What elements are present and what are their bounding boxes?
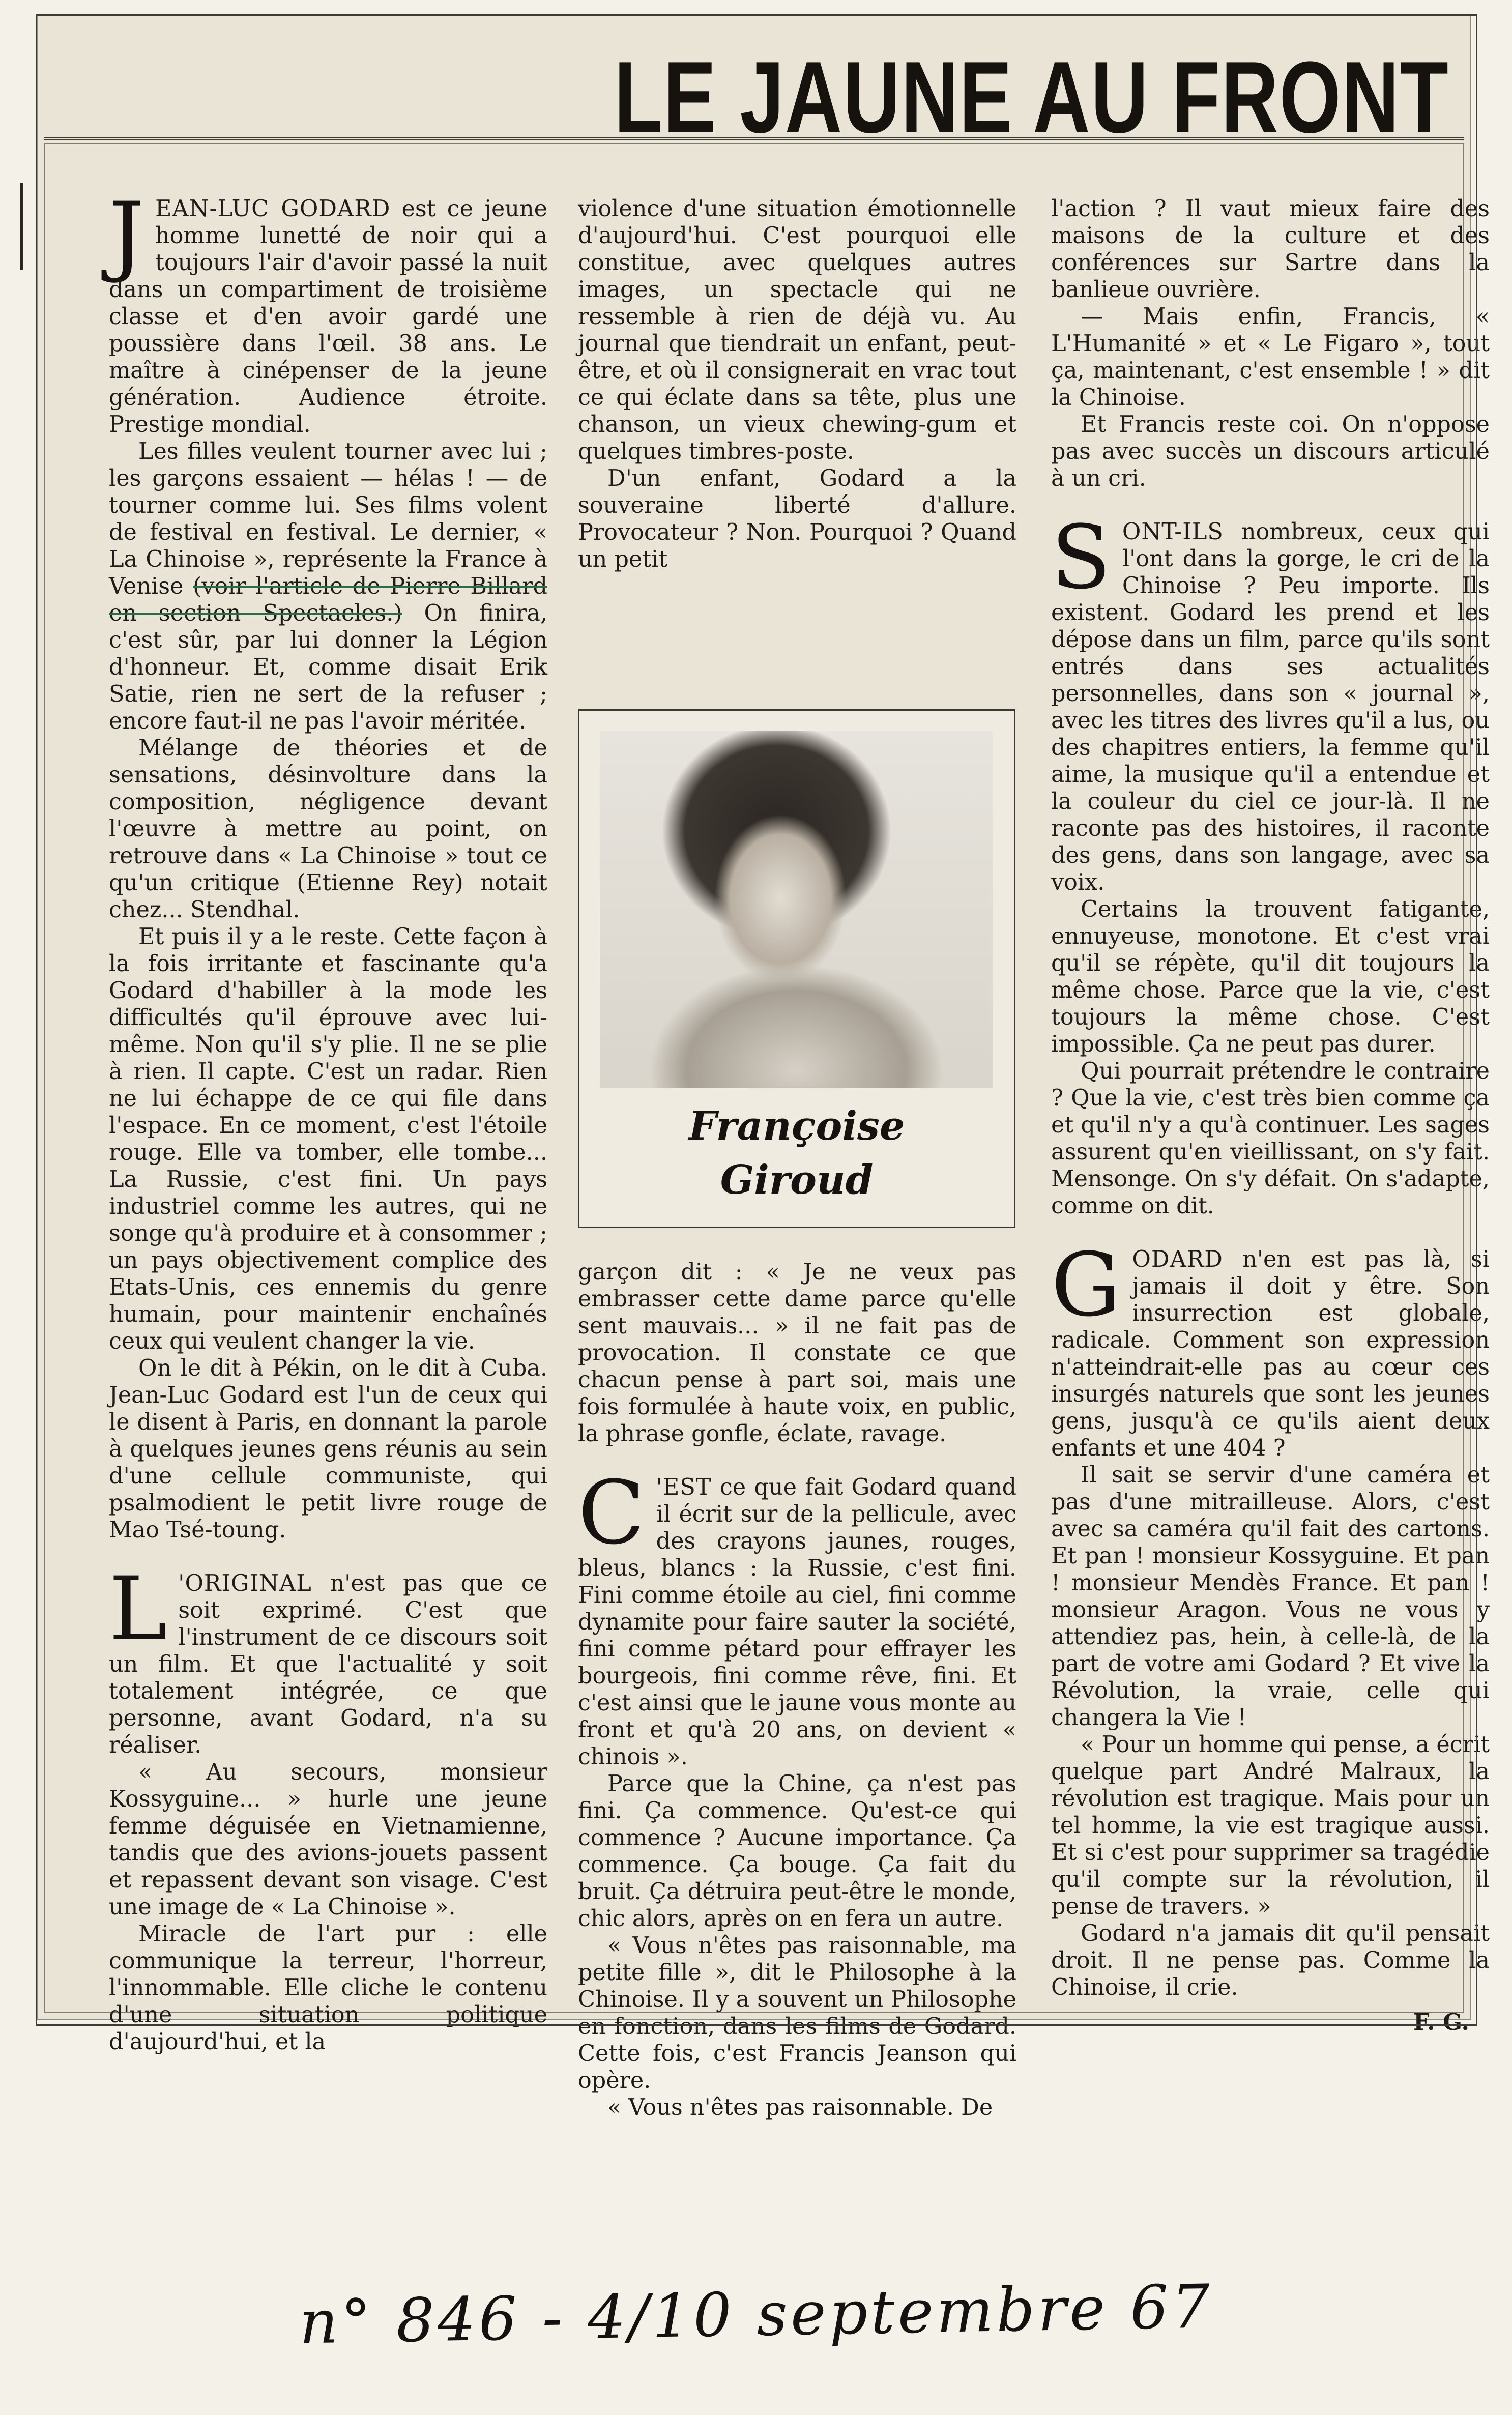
drop-cap: L bbox=[109, 1558, 167, 1660]
paragraph: GODARD n'en est pas là, si jamais il doit y être. Son insurrection est globale, radicale. Comment son expression n'atteindrait-elle pas au cœur ces insurgés naturels que sont les jeunes gens, jusqu'à ce qu'ils aient deux enfants et une 404 ? bbox=[1051, 1234, 1490, 1461]
column-3 bbox=[1051, 195, 1490, 2036]
lead-in: ODARD bbox=[1132, 1246, 1223, 1272]
paragraph: Il sait se servir d'une caméra et pas d'une mitrailleuse. Alors, c'est avec sa caméra qu'il fait des cartons. Et pan ! monsieur Kossyguine. Et pan ! monsieur Mendès France. Et pan ! monsieur Aragon. Vous ne vous y attendiez pas, hein, à celle-là, de la part de votre ami Godard ? Et vive la Révolution, la vraie, celle qui changera la Vie ! bbox=[1051, 1462, 1490, 1731]
paragraph: Et puis il y a le reste. Cette façon à la fois irritante et fascinante qu'a Godard d'habiller à la mode les difficultés qu'il éprouve avec lui-même. Non qu'il s'y plie. Il ne se plie à rien. Il capte. C'est un radar. Rien ne lui échappe de ce qui file dans l'espace. En ce moment, c'est l'étoile rouge. Elle va tomber, elle tombe... La Russie, c'est fini. Un pays industriel comme les autres, qui ne songe qu'à produire et à consommer ; un pays objectivement complice des Etats-Unis, ces ennemis du genre humain, pour maintenir enchaînés ceux qui veulent changer la vie. bbox=[109, 924, 547, 1354]
drop-cap: J bbox=[109, 183, 144, 285]
paragraph: l'action ? Il vaut mieux faire des maisons de la culture et des conférences sur Sartre dans la banlieue ouvrière. bbox=[1051, 196, 1490, 303]
paragraph: On le dit à Pékin, on le dit à Cuba. Jean-Luc Godard est l'un de ceux qui le disent à Paris, en donnant la parole à quelques jeunes gens réunis au sein d'une cellule communiste, qui psalmodient le petit livre rouge de Mao Tsé-toung. bbox=[109, 1355, 547, 1543]
paragraph: Godard n'a jamais dit qu'il pensait droit. Il ne pense pas. Comme la Chinoise, il crie. bbox=[1051, 1921, 1490, 2000]
paragraph: Les filles veulent tourner avec lui ; les garçons essaient — hélas ! — de tourner comme lui. Ses films volent de festival en festival. Le dernier, « La Chinoise », représente la France à Venise (voir l'article de Pierre Billard en section Spectacles.) On finira, c'est sûr, par lui donner la Légion d'honneur. Et, comme disait Erik Satie, rien ne sert de la refuser ; encore faut-il ne pas l'avoir méritée. bbox=[109, 439, 548, 734]
paragraph: C 'EST ce que fait Godard quand il écrit sur de la pellicule, avec des crayons jaunes, rouges, bleus, blancs : la Russie, c'est fini. Fini comme étoile au ciel, fini comme dynamite pour faire sauter la société, fini comme pétard pour effrayer les bourgeois, fini comme rêve, fini. Et c'est ainsi que le jaune vous monte au front et qu'à 20 ans, on devient « chinois ». bbox=[578, 1462, 1016, 1770]
paragraph: Certains la trouvent fatigante, ennuyeuse, monotone. Et c'est vrai qu'il se répète, qu'il dit toujours la même chose. Parce que la vie, c'est toujours la même chose. C'est impossible. Ça ne peut pas durer. bbox=[1051, 896, 1490, 1057]
column-2-continued bbox=[578, 1259, 1016, 2121]
paragraph: — Mais enfin, Francis, « L'Humanité » et « Le Figaro », tout ça, maintenant, c'est ensemble ! » dit la Chinoise. bbox=[1051, 304, 1490, 411]
lead-in: EAN-LUC GODARD bbox=[155, 196, 391, 222]
lead-in: 'EST bbox=[656, 1474, 712, 1500]
paragraph: Qui pourrait prétendre le contraire ? Que la vie, c'est très bien comme ça et qu'il n'y a qu'à continuer. Les sages assurent qu'en vieillissant, on s'y fait. Mensonge. On s'y défait. On s'adapte, comme on dit. bbox=[1051, 1058, 1490, 1219]
paragraph: D'un enfant, Godard a la souveraine liberté d'allure. Provocateur ? Non. Pourquoi ? Quand un petit bbox=[578, 465, 1016, 572]
author-last-name: Giroud bbox=[720, 1157, 874, 1203]
paragraph: Miracle de l'art pur : elle communique la terreur, l'horreur, l'innommable. Elle cliche le contenu d'une situation politique d'aujourd'hui, et la bbox=[109, 1921, 547, 2055]
lead-in: 'ORIGINAL bbox=[178, 1570, 312, 1596]
author-photo bbox=[600, 731, 993, 1088]
handwritten-annotation: n° 846 - 4/10 septembre 67 bbox=[299, 2271, 1213, 2358]
author-first-name: Françoise bbox=[688, 1103, 905, 1149]
struck-out-text: (voir l'article de Pierre Billard en section Spectacles.) bbox=[109, 573, 547, 626]
paragraph: violence d'une situation émotionnelle d'aujourd'hui. C'est pourquoi elle constitue, avec quelques autres images, un spectacle qui ne ressemble à rien de déjà vu. Au journal que tiendrait un enfant, peut-être, et où il consignerait en vrac tout ce qui éclate dans sa tête, plus une chanson, un vieux chewing-gum et quelques timbres-poste. bbox=[578, 196, 1016, 464]
paragraph: Et Francis reste coi. On n'oppose pas avec succès un discours articulé à un cri. bbox=[1051, 412, 1490, 491]
paragraph: garçon dit : « Je ne veux pas embrasser cette dame parce qu'elle sent mauvais... » il ne fait pas de provocation. Il constate ce que chacun pense à part soi, mais une fois formulée à haute voix, en public, la phrase gonfle, éclate, ravage. bbox=[578, 1259, 1016, 1447]
article-frame bbox=[44, 143, 1490, 2120]
paragraph: Parce que la Chine, ça n'est pas fini. Ça commence. Qu'est-ce qui commence ? Aucune importance. Ça commence. Ça bouge. Ça fait du bruit. Ça détruira peut-être le monde, chic alors, après on en fera un autre. bbox=[578, 1771, 1016, 1932]
newspaper-clipping bbox=[37, 15, 1490, 2120]
header-band bbox=[44, 22, 1464, 154]
paragraph: L 'ORIGINAL n'est pas que ce soit exprimé. C'est que l'instrument de ce discours soit un film. Et que l'actualité y soit totalement intégrée, ce que personne, avant Godard, n'a su réaliser. bbox=[109, 1558, 547, 1758]
paragraph: « Vous n'êtes pas raisonnable, ma petite fille », dit le Philosophe à la Chinoise. Il y a souvent un Philosophe en fonction, dans les films de Godard. Cette fois, c'est Francis Jeanson qui opère. bbox=[578, 1933, 1016, 2093]
column-1 bbox=[109, 183, 548, 2055]
paragraph: JEAN-LUC GODARD est ce jeune homme lunetté de noir qui a toujours l'air d'avoir passé la nuit dans un compartiment de troisième classe et d'en avoir gardé une poussière dans l'œil. 38 ans. Le maître à cinépenser de la jeune génération. Audience étroite. Prestige mondial. bbox=[109, 183, 547, 438]
paragraph: « Vous n'êtes pas raisonnable. De bbox=[607, 2094, 993, 2120]
paragraph: SONT-ILS nombreux, ceux qui l'ont dans la gorge, le cri de la Chinoise ? Peu importe. Ils existent. Godard les prend et les dépose dans un film, parce qu'ils sont entrés dans ses actualités personnelles, dans son « journal », avec les titres des livres qu'il a lus, ou des chapitres entiers, la femme qu'il aime, la musique qu'il a entendue et la couleur du ciel ce jour-là. Il ne raconte pas des histoires, il raconte des gens, dans son langage, avec sa voix. bbox=[1051, 506, 1490, 895]
drop-cap: C bbox=[578, 1462, 645, 1564]
paragraph: Mélange de théories et de sensations, désinvolture dans la composition, négligence devant l'œuvre à mettre au point, on retrouve dans « La Chinoise » tout ce qu'un critique (Etienne Rey) notait chez... Stendhal. bbox=[109, 735, 547, 923]
headline: LE JAUNE AU FRONT bbox=[614, 41, 1449, 154]
paragraph: « Pour un homme qui pense, a écrit quelque part André Malraux, la révolution est tragique. Mais pour un tel homme, la vie est tragique aussi. Et si c'est pour supprimer sa tragédie qu'il compte sur la révolution, il pense de travers. » bbox=[1051, 1732, 1490, 1919]
lead-in: ONT-ILS bbox=[1122, 519, 1224, 545]
author-portrait-box bbox=[578, 709, 1015, 1228]
drop-cap: G bbox=[1051, 1234, 1121, 1336]
signature: F. G. bbox=[1413, 2009, 1469, 2035]
margin-mark bbox=[20, 183, 23, 270]
drop-cap: S bbox=[1051, 506, 1111, 608]
column-2 bbox=[578, 195, 1016, 573]
paragraph: « Au secours, monsieur Kossyguine... » hurle une jeune femme déguisée en Vietnamienne, tandis que des avions-jouets passent et repassent devant son visage. C'est une image de « La Chinoise ». bbox=[109, 1759, 547, 1920]
